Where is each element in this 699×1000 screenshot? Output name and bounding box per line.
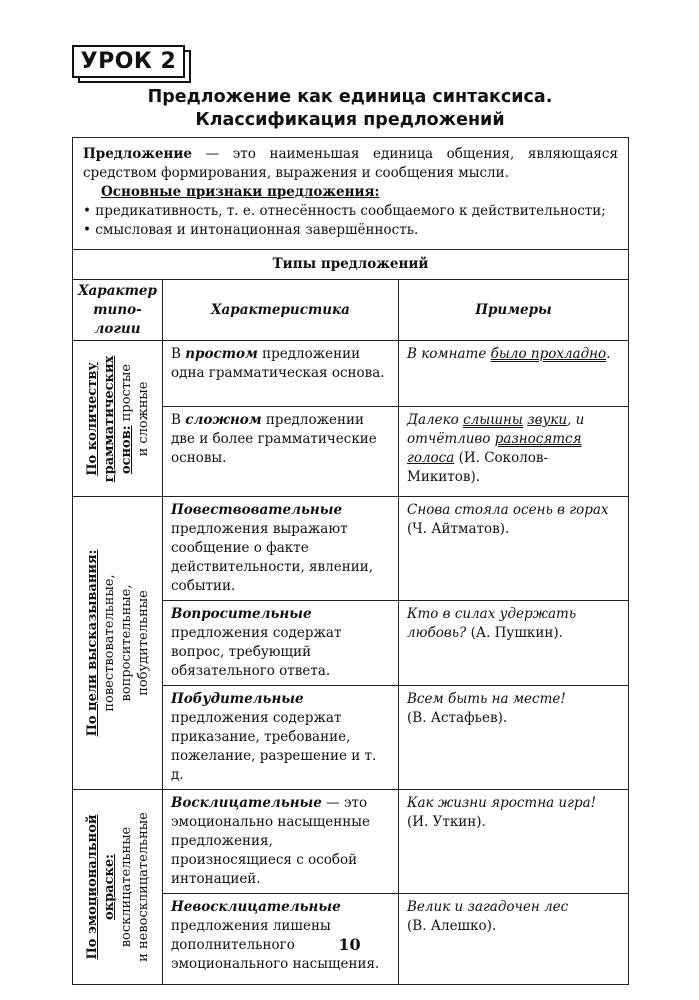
example-complex [399,407,629,497]
characteristic-complex [163,407,399,497]
group-label-line: основ: [118,424,134,474]
group-label-line: вопросительные, [118,584,134,702]
text-span: предложения лишены дополнительного эмоционального насыщения. [171,918,380,972]
text-span: Далеко [407,412,464,428]
author: (В. Алешко). [407,918,497,934]
table-row [73,497,629,601]
characteristic-imperative [163,686,399,790]
subject: звуки [527,412,568,428]
predicate: слышны [463,412,523,428]
text-span: предложения содержат приказание, требование, пожелание, разрешение и т. д. [171,710,377,783]
definition-body: — это наименьшая единица общения, являющаяся средством формирования, выражения и сообщения мысли. [83,146,619,181]
group-by-emotion [73,790,163,985]
lesson-badge-label: УРОК 2 [72,45,185,78]
term-exclamatory: Восклицательные [171,795,322,811]
text-span: Кто в силах удержать любовь? [407,606,577,641]
author: (Ч. Айтматов). [407,521,510,537]
lesson-badge [72,45,187,79]
example-exclamatory [399,790,629,894]
definition-term: Предложение [83,146,193,162]
example-question [399,601,629,686]
group-by-purpose-label [84,550,152,737]
page-number: 10 [338,935,361,954]
group-label-line: По количеству [84,361,100,476]
header-typology [73,280,163,341]
text-span: предложении одна грамматическая основа. [171,346,385,381]
example-text: Велик и загадочен лес [407,899,569,915]
table-row [73,790,629,894]
author: (А. Пушкин). [466,625,563,641]
example-simple [399,341,629,407]
page-title [72,86,628,132]
intro-row [73,138,629,250]
characteristic-question [163,601,399,686]
text-span: Снова стояла осень в горах [407,502,609,518]
predicate: разносятся [494,431,582,447]
text-span: предложении две и более грамматические основы. [171,412,377,466]
feature-item-2: • смысловая и интонационная завершённость. [83,222,419,238]
example-text: Как жизни яростна игра! [407,795,597,811]
group-label-line: окраске: [101,854,117,920]
example-narrative [399,497,629,601]
definition-text [83,145,618,183]
types-title: Типы предложений [73,250,629,280]
characteristic-narrative [163,497,399,601]
text-span: предложения содержат вопрос, требующий обязательного ответа. [171,625,342,679]
header-characteristic: Характеристика [163,280,399,341]
group-label-line: и сложные [135,381,151,456]
table-row [73,341,629,407]
term-simple: простом [185,346,258,362]
text-span: , и отчётливо [407,412,585,447]
text-span: . [606,346,611,362]
group-label-line: простые [118,363,134,425]
text-span: — это эмоционально насыщенные предложения, произносящиеся с особой интонацией. [171,795,371,887]
sentence-types-table [72,137,629,985]
column-header-row [73,280,629,341]
group-label-line: повествовательные, [101,574,117,712]
title-line-2: Классификация предложений [195,110,505,130]
header-typology-line-3: логии [94,320,141,337]
group-by-bases [73,341,163,497]
group-label-line: По цели высказывания: [84,549,100,737]
group-by-bases-label [84,355,152,482]
characteristic-simple [163,341,399,407]
text-span: В комнате [407,346,491,362]
group-label-line: побудительные [135,590,151,696]
author: (И. Соколов-Микитов). [407,450,549,485]
group-by-purpose [73,497,163,790]
header-examples: Примеры [399,280,629,341]
term-question: Вопросительные [171,606,312,622]
types-title-row [73,250,629,280]
group-label-line: и невосклицательные [135,812,151,962]
term-complex: сложном [185,412,262,428]
subject: голоса [407,450,455,466]
group-label-line: По эмоциональной [84,814,100,960]
author: (И. Уткин). [407,814,486,830]
text-span: В [171,346,186,362]
features-title: Основные признаки предложения: [101,184,380,200]
title-line-1: Предложение как единица синтаксиса. [147,87,553,107]
header-typology-line-2: типо- [93,301,142,318]
example-imperative [399,686,629,790]
group-label-line: грамматических [101,355,117,482]
example-text: Всем быть на месте! [407,691,566,707]
group-label-line: восклицательные [118,826,134,948]
text-span: предложения выражают сообщение о факте действительности, явлении, событии. [171,521,374,594]
characteristic-exclamatory [163,790,399,894]
definition-box [73,138,629,250]
term-imperative: Побудительные [171,691,304,707]
text-span: В [171,412,186,428]
predicate: было прохладно [490,346,607,362]
term-narrative: Повествовательные [171,502,343,518]
header-typology-line-1: Характер [78,282,157,299]
term-nonexclamatory: Невосклицательные [171,899,341,915]
author: (В. Астафьев). [407,710,508,726]
feature-item-1: • предикативность, т. е. отнесённость сообщаемого к действительности; [83,203,606,219]
